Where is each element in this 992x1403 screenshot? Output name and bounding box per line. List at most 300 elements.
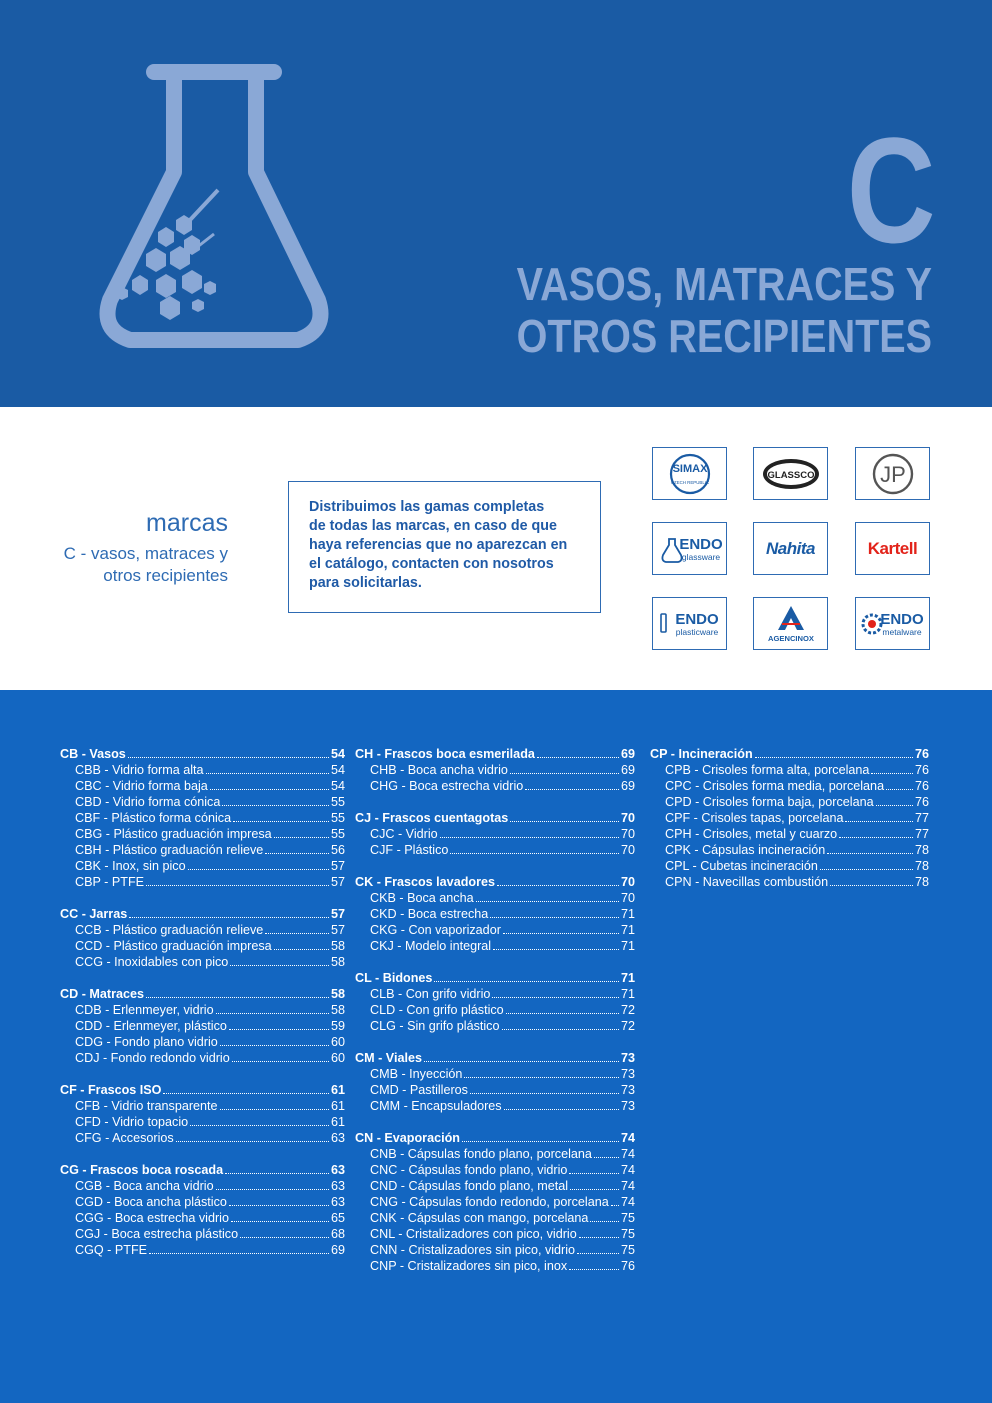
dot-leader bbox=[210, 789, 329, 790]
brand-name: Kartell bbox=[867, 538, 918, 558]
index-entry-page: 71 bbox=[620, 923, 635, 937]
index-entry-label: CCD - Plástico graduación impresa bbox=[75, 939, 272, 953]
section-letter: C bbox=[846, 106, 932, 274]
index-item[interactable] bbox=[650, 762, 929, 778]
index-entry-label: CPC - Crisoles forma media, porcelana bbox=[665, 779, 885, 793]
dot-leader bbox=[611, 1205, 619, 1206]
dot-leader bbox=[537, 757, 619, 758]
index-entry-label: CP - Incineración bbox=[650, 747, 753, 761]
index-entry-page: 74 bbox=[620, 1179, 635, 1193]
index-column-1 bbox=[60, 746, 345, 1274]
index-entry-label: CCG - Inoxidables con pico bbox=[75, 955, 229, 969]
index-entry-label: CH - Frascos boca esmerilada bbox=[355, 747, 535, 761]
index-group-heading[interactable] bbox=[355, 874, 635, 890]
index-entry-page: 70 bbox=[620, 875, 635, 889]
glassco-logo bbox=[759, 454, 823, 494]
index-entry-label: CJ - Frascos cuentagotas bbox=[355, 811, 509, 825]
index-entry-label: CKD - Boca estrecha bbox=[370, 907, 489, 921]
index-item[interactable] bbox=[60, 1130, 345, 1146]
index-item[interactable] bbox=[355, 778, 635, 794]
index-entry-label: CPH - Crisoles, metal y cuarzo bbox=[665, 827, 838, 841]
index-entry-label: CG - Frascos boca roscada bbox=[60, 1163, 224, 1177]
index-item[interactable] bbox=[60, 1002, 345, 1018]
index-item[interactable] bbox=[60, 810, 345, 826]
index-item[interactable] bbox=[355, 922, 635, 938]
index-entry-label: CBG - Plástico graduación impresa bbox=[75, 827, 272, 841]
index-entry-label: CLB - Con grifo vidrio bbox=[370, 987, 491, 1001]
index-entry-label: CCB - Plástico graduación relieve bbox=[75, 923, 264, 937]
index-entry-label: CNG - Cápsulas fondo redondo, porcelana bbox=[370, 1195, 609, 1209]
brand-name: GLASSCO bbox=[767, 469, 814, 481]
dot-leader bbox=[594, 1157, 619, 1158]
dot-leader bbox=[755, 757, 913, 758]
dot-leader bbox=[590, 1221, 619, 1222]
endo-plasticware-logo bbox=[655, 600, 725, 648]
dot-leader bbox=[525, 789, 619, 790]
index-group-heading[interactable] bbox=[355, 1050, 635, 1066]
dot-leader bbox=[146, 885, 329, 886]
index-entry-label: CPK - Cápsulas incineración bbox=[665, 843, 826, 857]
index-item[interactable] bbox=[650, 826, 929, 842]
index-entry-label: CGD - Boca ancha plástico bbox=[75, 1195, 227, 1209]
index-entry-label: CN - Evaporación bbox=[355, 1131, 460, 1145]
index-column-3 bbox=[650, 746, 929, 906]
index-entry-page: 63 bbox=[330, 1179, 345, 1193]
index-item[interactable] bbox=[355, 986, 635, 1002]
index-group bbox=[355, 1050, 635, 1114]
index-entry-page: 77 bbox=[914, 811, 929, 825]
index-entry-page: 61 bbox=[330, 1083, 345, 1097]
index-entry-label: CPN - Navecillas combustión bbox=[665, 875, 829, 889]
index-entry-label: CM - Viales bbox=[355, 1051, 422, 1065]
dot-leader bbox=[206, 773, 329, 774]
dot-leader bbox=[470, 1093, 619, 1094]
index-item[interactable] bbox=[60, 1194, 345, 1210]
brand-sub: glassware bbox=[681, 551, 720, 562]
index-group bbox=[355, 970, 635, 1034]
dot-leader bbox=[871, 773, 913, 774]
index-entry-label: CFB - Vidrio transparente bbox=[75, 1099, 218, 1113]
index-entry-page: 76 bbox=[914, 763, 929, 777]
index-item[interactable] bbox=[355, 762, 635, 778]
index-group bbox=[60, 906, 345, 970]
index-entry-label: CC - Jarras bbox=[60, 907, 128, 921]
index-item[interactable] bbox=[60, 874, 345, 890]
index-item[interactable] bbox=[60, 762, 345, 778]
index-item[interactable] bbox=[355, 826, 635, 842]
index-entry-page: 58 bbox=[330, 955, 345, 969]
index-entry-label: CJF - Plástico bbox=[370, 843, 449, 857]
index-item[interactable] bbox=[355, 1146, 635, 1162]
dot-leader bbox=[163, 1093, 329, 1094]
index-group bbox=[355, 746, 635, 794]
dot-leader bbox=[274, 949, 329, 950]
dot-leader bbox=[830, 885, 913, 886]
index-entry-label: CPD - Crisoles forma baja, porcelana bbox=[665, 795, 874, 809]
index-entry-page: 74 bbox=[620, 1131, 635, 1145]
index-item[interactable] bbox=[650, 874, 929, 890]
index-group-heading[interactable] bbox=[650, 746, 929, 762]
brand-logo-agencinox bbox=[753, 597, 828, 650]
brand-logo-glassco bbox=[753, 447, 828, 500]
brand-logo-endo-glassware bbox=[652, 522, 727, 575]
notice-line: para solicitarlas. bbox=[309, 575, 422, 591]
endo-metalware-logo bbox=[858, 600, 928, 648]
brand-name: ENDO bbox=[879, 610, 924, 628]
index-group-heading[interactable] bbox=[60, 1082, 345, 1098]
index-entry-page: 65 bbox=[330, 1211, 345, 1225]
endo-glassware-logo bbox=[655, 525, 725, 573]
marcas-block bbox=[64, 507, 228, 587]
index-item[interactable] bbox=[60, 794, 345, 810]
marcas-title: marcas bbox=[146, 509, 228, 537]
index-group-heading[interactable] bbox=[355, 810, 635, 826]
dot-leader bbox=[450, 853, 619, 854]
index-entry-page: 54 bbox=[330, 763, 345, 777]
index-item[interactable] bbox=[650, 794, 929, 810]
index-group-heading[interactable] bbox=[60, 906, 345, 922]
dot-leader bbox=[225, 1173, 329, 1174]
dot-leader bbox=[476, 901, 619, 902]
index-entry-page: 70 bbox=[620, 843, 635, 857]
dot-leader bbox=[502, 1029, 619, 1030]
index-entry-label: CNL - Cristalizadores con pico, vidrio bbox=[370, 1227, 577, 1241]
index-entry-page: 54 bbox=[330, 747, 345, 761]
index-entry-label: CNK - Cápsulas con mango, porcelana bbox=[370, 1211, 589, 1225]
brand-sub: metalware bbox=[881, 626, 922, 637]
index-item[interactable] bbox=[60, 922, 345, 938]
brand-logos bbox=[652, 447, 932, 657]
index-entry-label: CBH - Plástico graduación relieve bbox=[75, 843, 264, 857]
index-item[interactable] bbox=[355, 906, 635, 922]
index-entry-page: 57 bbox=[330, 907, 345, 921]
brand-logo-endo-metalware bbox=[855, 597, 930, 650]
index-item[interactable] bbox=[355, 1066, 635, 1082]
brand-logo-jp bbox=[855, 447, 930, 500]
notice-line: de todas las marcas, en caso de que bbox=[309, 518, 557, 534]
index-entry-label: CGB - Boca ancha vidrio bbox=[75, 1179, 214, 1193]
dot-leader bbox=[579, 1237, 619, 1238]
brand-sub: plasticware bbox=[675, 626, 718, 637]
dot-leader bbox=[220, 1045, 329, 1046]
index-entry-page: 68 bbox=[330, 1227, 345, 1241]
section-header bbox=[0, 0, 992, 407]
brand-logo-kartell bbox=[855, 522, 930, 575]
index-entry-page: 56 bbox=[330, 843, 345, 857]
dot-leader bbox=[190, 1125, 329, 1126]
dot-leader bbox=[845, 821, 913, 822]
brand-name: ENDO bbox=[674, 610, 719, 628]
index-entry-label: CHB - Boca ancha vidrio bbox=[370, 763, 508, 777]
index-entry-label: CMD - Pastilleros bbox=[370, 1083, 468, 1097]
index-entry-label: CMM - Encapsuladores bbox=[370, 1099, 502, 1113]
dot-leader bbox=[440, 837, 619, 838]
index-item[interactable] bbox=[355, 1082, 635, 1098]
index-entry-page: 69 bbox=[620, 779, 635, 793]
section-title bbox=[517, 258, 932, 362]
dot-leader bbox=[434, 981, 619, 982]
dot-leader bbox=[493, 949, 619, 950]
dot-leader bbox=[216, 1013, 329, 1014]
index-entry-page: 73 bbox=[620, 1099, 635, 1113]
dot-leader bbox=[220, 1109, 329, 1110]
index-entry-label: CBC - Vidrio forma baja bbox=[75, 779, 208, 793]
index-entry-page: 58 bbox=[330, 1003, 345, 1017]
brand-name: Nahita bbox=[766, 538, 815, 558]
index-entry-page: 69 bbox=[330, 1243, 345, 1257]
dot-leader bbox=[876, 805, 913, 806]
index-entry-label: CNC - Cápsulas fondo plano, vidrio bbox=[370, 1163, 568, 1177]
index-item[interactable] bbox=[60, 938, 345, 954]
index-entry-page: 75 bbox=[620, 1227, 635, 1241]
index-group bbox=[355, 874, 635, 954]
index-item[interactable] bbox=[60, 778, 345, 794]
index-entry-page: 61 bbox=[330, 1099, 345, 1113]
index-entry-page: 70 bbox=[620, 891, 635, 905]
index-entry-page: 59 bbox=[330, 1019, 345, 1033]
dot-leader bbox=[569, 1269, 619, 1270]
dot-leader bbox=[839, 837, 913, 838]
index-entry-page: 70 bbox=[620, 827, 635, 841]
index-entry-label: CBK - Inox, sin pico bbox=[75, 859, 186, 873]
index-entry-page: 57 bbox=[330, 875, 345, 889]
simax-logo bbox=[660, 451, 720, 497]
index-entry-page: 63 bbox=[330, 1195, 345, 1209]
index-item[interactable] bbox=[60, 1210, 345, 1226]
index-entry-page: 58 bbox=[330, 987, 345, 1001]
index-group-heading[interactable] bbox=[60, 746, 345, 762]
index-entry-page: 75 bbox=[620, 1211, 635, 1225]
index-entry-page: 73 bbox=[620, 1051, 635, 1065]
index-entry-page: 76 bbox=[620, 1259, 635, 1273]
index-entry-label: CNP - Cristalizadores sin pico, inox bbox=[370, 1259, 568, 1273]
dot-leader bbox=[231, 1221, 329, 1222]
index-entry-label: CGG - Boca estrecha vidrio bbox=[75, 1211, 229, 1225]
notice-line: haya referencias que no aparezcan en bbox=[309, 537, 568, 553]
index-item[interactable] bbox=[60, 826, 345, 842]
index-entry-label: CPL - Cubetas incineración bbox=[665, 859, 818, 873]
brand-logo-nahita bbox=[753, 522, 828, 575]
dot-leader bbox=[229, 1205, 329, 1206]
brand-name: AGENCINOX bbox=[767, 633, 814, 643]
dot-leader bbox=[146, 997, 329, 998]
index-item[interactable] bbox=[355, 938, 635, 954]
section-title-line1: VASOS, MATRACES Y bbox=[516, 258, 932, 310]
index-item[interactable] bbox=[650, 778, 929, 794]
dot-leader bbox=[569, 1173, 619, 1174]
dot-leader bbox=[820, 869, 913, 870]
index-item[interactable] bbox=[355, 1018, 635, 1034]
index-entry-page: 73 bbox=[620, 1067, 635, 1081]
dot-leader bbox=[233, 821, 329, 822]
dot-leader bbox=[230, 965, 329, 966]
dot-leader bbox=[492, 997, 619, 998]
index-item[interactable] bbox=[355, 1258, 635, 1274]
dot-leader bbox=[149, 1253, 329, 1254]
index-group-heading[interactable] bbox=[60, 986, 345, 1002]
dot-leader bbox=[188, 869, 329, 870]
index-item[interactable] bbox=[355, 1098, 635, 1114]
notice-line: el catálogo, contacten con nosotros bbox=[309, 556, 554, 572]
index-item[interactable] bbox=[355, 1002, 635, 1018]
dot-leader bbox=[886, 789, 913, 790]
dot-leader bbox=[570, 1189, 619, 1190]
brand-logo-simax bbox=[652, 447, 727, 500]
index-entry-label: CF - Frascos ISO bbox=[60, 1083, 162, 1097]
dot-leader bbox=[504, 1109, 619, 1110]
index-entry-page: 76 bbox=[914, 795, 929, 809]
index-item[interactable] bbox=[355, 1178, 635, 1194]
index-item[interactable] bbox=[60, 1226, 345, 1242]
index-group bbox=[355, 810, 635, 858]
index-item[interactable] bbox=[650, 858, 929, 874]
index-entry-page: 74 bbox=[620, 1163, 635, 1177]
index-group-heading[interactable] bbox=[355, 1130, 635, 1146]
index-entry-label: CJC - Vidrio bbox=[370, 827, 438, 841]
index-entry-label: CFG - Accesorios bbox=[75, 1131, 174, 1145]
index-entry-page: 72 bbox=[620, 1019, 635, 1033]
dot-leader bbox=[176, 1141, 329, 1142]
flask-icon bbox=[96, 62, 356, 362]
index-entry-page: 69 bbox=[620, 763, 635, 777]
brand-name: ENDO bbox=[678, 535, 723, 553]
index-group bbox=[60, 986, 345, 1066]
index-entry-page: 57 bbox=[330, 923, 345, 937]
index-item[interactable] bbox=[355, 1210, 635, 1226]
index-item[interactable] bbox=[60, 1050, 345, 1066]
index-entry-page: 63 bbox=[330, 1163, 345, 1177]
dot-leader bbox=[464, 1077, 619, 1078]
index-item[interactable] bbox=[60, 954, 345, 970]
index-item[interactable] bbox=[650, 842, 929, 858]
brand-logo-endo-plasticware bbox=[652, 597, 727, 650]
index-entry-page: 55 bbox=[330, 811, 345, 825]
index-item[interactable] bbox=[60, 1018, 345, 1034]
index-entry-page: 72 bbox=[620, 1003, 635, 1017]
index-entry-label: CNB - Cápsulas fondo plano, porcelana bbox=[370, 1147, 592, 1161]
dot-leader bbox=[274, 837, 329, 838]
index-band bbox=[0, 690, 992, 1403]
dot-leader bbox=[510, 821, 619, 822]
index-group bbox=[60, 1162, 345, 1258]
index-item[interactable] bbox=[355, 1226, 635, 1242]
index-entry-page: 76 bbox=[914, 747, 929, 761]
dot-leader bbox=[503, 933, 619, 934]
index-entry-page: 71 bbox=[620, 907, 635, 921]
notice-line: Distribuimos las gamas completas bbox=[309, 499, 545, 515]
dot-leader bbox=[577, 1253, 619, 1254]
index-item[interactable] bbox=[355, 1242, 635, 1258]
dot-leader bbox=[240, 1237, 329, 1238]
index-entry-label: CD - Matraces bbox=[60, 987, 144, 1001]
dot-leader bbox=[490, 917, 619, 918]
index-group bbox=[60, 1082, 345, 1146]
brand-name: SIMAX bbox=[672, 462, 707, 475]
agencinox-logo bbox=[756, 600, 826, 648]
index-entry-label: CKB - Boca ancha bbox=[370, 891, 474, 905]
index-entry-page: 71 bbox=[620, 939, 635, 953]
index-entry-page: 76 bbox=[914, 779, 929, 793]
index-entry-page: 61 bbox=[330, 1115, 345, 1129]
index-entry-label: CBF - Plástico forma cónica bbox=[75, 811, 232, 825]
dot-leader bbox=[462, 1141, 619, 1142]
index-entry-label: CMB - Inyección bbox=[370, 1067, 463, 1081]
index-entry-page: 55 bbox=[330, 795, 345, 809]
index-item[interactable] bbox=[650, 810, 929, 826]
index-entry-page: 69 bbox=[620, 747, 635, 761]
dot-leader bbox=[506, 1013, 619, 1014]
jp-logo bbox=[868, 451, 918, 497]
index-entry-page: 55 bbox=[330, 827, 345, 841]
index-item[interactable] bbox=[355, 890, 635, 906]
index-entry-page: 71 bbox=[620, 971, 635, 985]
index-item[interactable] bbox=[60, 842, 345, 858]
index-entry-label: CPF - Crisoles tapas, porcelana bbox=[665, 811, 844, 825]
index-column-2 bbox=[355, 746, 635, 1290]
index-entry-label: CLG - Sin grifo plástico bbox=[370, 1019, 500, 1033]
dot-leader bbox=[827, 853, 913, 854]
index-group bbox=[60, 746, 345, 890]
index-group-heading[interactable] bbox=[60, 1162, 345, 1178]
index-entry-label: CB - Vasos bbox=[60, 747, 126, 761]
index-item[interactable] bbox=[60, 1114, 345, 1130]
index-entry-label: CK - Frascos lavadores bbox=[355, 875, 495, 889]
index-entry-label: CDG - Fondo plano vidrio bbox=[75, 1035, 218, 1049]
index-entry-label: CDD - Erlenmeyer, plástico bbox=[75, 1019, 227, 1033]
index-entry-page: 70 bbox=[620, 811, 635, 825]
dot-leader bbox=[265, 853, 329, 854]
index-item[interactable] bbox=[355, 1194, 635, 1210]
index-entry-label: CBB - Vidrio forma alta bbox=[75, 763, 204, 777]
dot-leader bbox=[222, 805, 329, 806]
index-entry-label: CDB - Erlenmeyer, vidrio bbox=[75, 1003, 214, 1017]
marcas-line2: otros recipientes bbox=[103, 566, 228, 585]
index-entry-page: 73 bbox=[620, 1083, 635, 1097]
index-entry-label: CNN - Cristalizadores sin pico, vidrio bbox=[370, 1243, 576, 1257]
dot-leader bbox=[424, 1061, 619, 1062]
notice-box bbox=[288, 481, 601, 613]
index-entry-label: CKG - Con vaporizador bbox=[370, 923, 501, 937]
index-entry-label: CBD - Vidrio forma cónica bbox=[75, 795, 221, 809]
index-entry-page: 74 bbox=[620, 1195, 635, 1209]
index-item[interactable] bbox=[355, 1162, 635, 1178]
index-entry-label: CKJ - Modelo integral bbox=[370, 939, 492, 953]
dot-leader bbox=[216, 1189, 329, 1190]
index-item[interactable] bbox=[60, 1098, 345, 1114]
dot-leader bbox=[510, 773, 619, 774]
index-entry-page: 71 bbox=[620, 987, 635, 1001]
index-entry-page: 78 bbox=[914, 859, 929, 873]
index-entry-page: 60 bbox=[330, 1051, 345, 1065]
index-item[interactable] bbox=[60, 1034, 345, 1050]
index-item[interactable] bbox=[60, 1242, 345, 1258]
index-group-heading[interactable] bbox=[355, 970, 635, 986]
dot-leader bbox=[129, 917, 329, 918]
index-item[interactable] bbox=[60, 858, 345, 874]
index-group-heading[interactable] bbox=[355, 746, 635, 762]
index-entry-page: 58 bbox=[330, 939, 345, 953]
index-entry-page: 60 bbox=[330, 1035, 345, 1049]
index-entry-page: 78 bbox=[914, 875, 929, 889]
index-item[interactable] bbox=[355, 842, 635, 858]
index-group bbox=[650, 746, 929, 890]
index-entry-page: 78 bbox=[914, 843, 929, 857]
index-entry-label: CL - Bidones bbox=[355, 971, 433, 985]
dot-leader bbox=[232, 1061, 329, 1062]
dot-leader bbox=[128, 757, 329, 758]
index-entry-label: CHG - Boca estrecha vidrio bbox=[370, 779, 524, 793]
index-item[interactable] bbox=[60, 1178, 345, 1194]
